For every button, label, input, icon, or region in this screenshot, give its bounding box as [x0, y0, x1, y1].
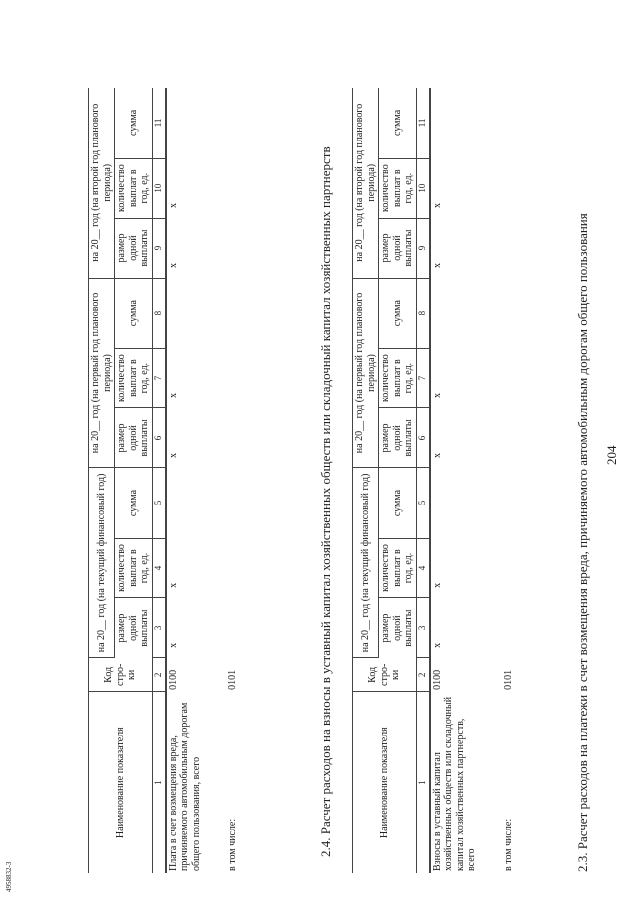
column-number: 10	[152, 158, 166, 218]
header-row-code: Код стро-ки	[353, 658, 417, 692]
header-payment-size: размер одной выплаты	[379, 408, 417, 468]
cell-payment-count: x	[431, 392, 443, 398]
column-number: 7	[416, 348, 430, 408]
header-year-current: на 20__ год (на текущий финансовый год)	[89, 468, 115, 658]
cell-payment-size: x	[167, 452, 179, 458]
header-payment-size: размер одной выплаты	[115, 598, 153, 658]
cell-payment-size: x	[431, 642, 443, 648]
document-code: 4958832-3	[5, 861, 13, 892]
cell-payment-count: x	[167, 203, 179, 209]
column-number: 2	[416, 658, 430, 692]
header-payment-size: размер одной выплаты	[379, 598, 417, 658]
header-sum: сумма	[115, 468, 153, 538]
table-row	[430, 88, 502, 873]
cell-sum	[430, 278, 502, 348]
cell-payment-size: x	[167, 263, 179, 269]
header-payment-size: размер одной выплаты	[379, 218, 417, 278]
column-number: 10	[416, 158, 430, 218]
row-name: в том числе:	[502, 818, 514, 871]
row-code: 0101	[226, 669, 238, 690]
header-year-first: на 20__ год (на первый год планового периода)	[353, 278, 379, 468]
cell-payment-count: x	[431, 203, 443, 209]
column-number: 2	[152, 658, 166, 692]
cell-sum	[166, 468, 226, 538]
header-row-code: Код стро-ки	[89, 658, 153, 692]
column-number: 3	[416, 598, 430, 658]
column-number: 5	[416, 468, 430, 538]
cell-sum	[166, 278, 226, 348]
column-number: 1	[152, 692, 166, 873]
cell-sum	[430, 468, 502, 538]
header-payment-count: количество выплат в год, ед.	[379, 158, 417, 218]
header-indicator: Наименование показателя	[89, 692, 153, 873]
header-year-second: на 20__ год (на второй год планового периода)	[353, 88, 379, 278]
cell-payment-size: x	[431, 452, 443, 458]
column-number: 7	[152, 348, 166, 408]
page-number: 204	[604, 445, 619, 465]
row-code: 0101	[502, 669, 514, 690]
row-name: Взносы в уставный капитал хозяйственных обществ или складочный капитал хозяйственных партнерств, всего	[431, 696, 477, 871]
header-payment-size: размер одной выплаты	[115, 408, 153, 468]
table-row	[502, 88, 516, 873]
cell-payment-count: x	[167, 582, 179, 588]
cell-payment-count: x	[431, 582, 443, 588]
column-number: 5	[152, 468, 166, 538]
row-code: 0100	[431, 669, 443, 690]
column-number: 11	[152, 88, 166, 158]
table-road-damage-payments	[88, 88, 239, 873]
header-payment-count: количество выплат в год, ед.	[115, 348, 153, 408]
section-2-4-title: 2.4. Расчет расходов на взносы в уставный капитал хозяйственных обществ или складочный капитал хозяйственных партнерств	[318, 146, 333, 857]
column-number: 4	[152, 538, 166, 598]
header-sum: сумма	[379, 88, 417, 158]
header-year-second: на 20__ год (на второй год планового периода)	[89, 88, 115, 278]
cell-sum	[166, 88, 226, 158]
header-indicator: Наименование показателя	[353, 692, 417, 873]
header-year-current: на 20__ год (на текущий финансовый год)	[353, 468, 379, 658]
column-number: 3	[152, 598, 166, 658]
section-2-3-title: 2.3. Расчет расходов на платежи в счет возмещения вреда, причиняемого автомобильным дорогам общего пользования	[575, 213, 590, 872]
column-number: 9	[152, 218, 166, 278]
header-year-first: на 20__ год (на первый год планового периода)	[89, 278, 115, 468]
header-sum: сумма	[115, 88, 153, 158]
header-payment-count: количество выплат в год, ед.	[115, 538, 153, 598]
header-sum: сумма	[115, 278, 153, 348]
header-payment-count: количество выплат в год, ед.	[379, 348, 417, 408]
table-row	[226, 88, 240, 873]
column-number: 6	[152, 408, 166, 468]
cell-payment-size: x	[431, 263, 443, 269]
header-payment-size: размер одной выплаты	[115, 218, 153, 278]
column-number: 4	[416, 538, 430, 598]
column-number: 1	[416, 692, 430, 873]
column-number: 9	[416, 218, 430, 278]
header-payment-count: количество выплат в год, ед.	[379, 538, 417, 598]
column-number: 8	[152, 278, 166, 348]
cell-payment-count: x	[167, 392, 179, 398]
column-number: 8	[416, 278, 430, 348]
header-sum: сумма	[379, 278, 417, 348]
cell-payment-size: x	[167, 642, 179, 648]
header-payment-count: количество выплат в год, ед.	[115, 158, 153, 218]
row-name: в том числе:	[226, 818, 238, 871]
table-capital-contributions	[352, 88, 515, 873]
column-number: 11	[416, 88, 430, 158]
header-sum: сумма	[379, 468, 417, 538]
row-code: 0100	[167, 669, 179, 690]
table-row	[166, 88, 226, 873]
column-number: 6	[416, 408, 430, 468]
row-name: Плата в счет возмещения вреда, причиняемого автомобильным дорогам общего пользования, всего	[167, 702, 202, 871]
cell-sum	[430, 88, 502, 158]
